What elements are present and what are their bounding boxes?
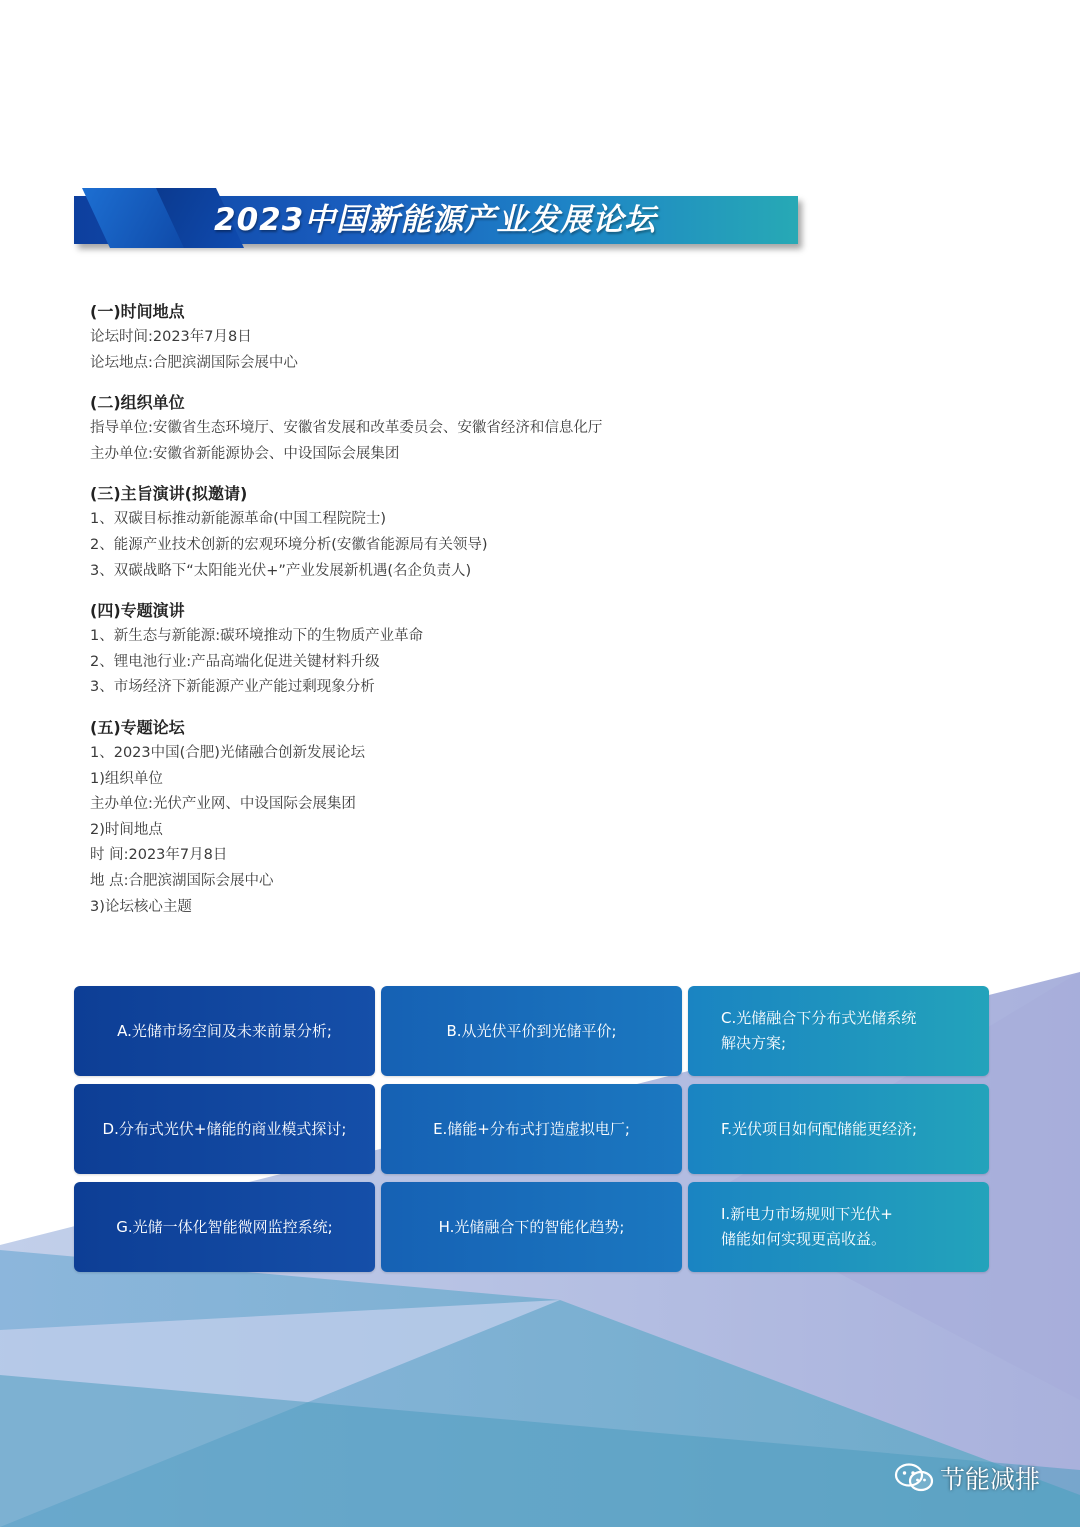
topic-card [74, 986, 375, 1076]
topic-label: E.储能+分布式打造虚拟电厂; [433, 1119, 630, 1138]
section-line: 论坛地点:合肥滨湖国际会展中心 [90, 354, 298, 371]
forum-details [90, 298, 990, 933]
section-line: 主办单位:光伏产业网、中设国际会展集团 [90, 796, 356, 813]
topic-label: A.光储市场空间及未来前景分析; [117, 1021, 332, 1040]
section-heading: (五)专题论坛 [90, 717, 185, 737]
section-topic-forum [90, 714, 990, 920]
section-heading: (四)专题演讲 [90, 601, 185, 621]
section-line: 主办单位:安徽省新能源协会、中设国际会展集团 [90, 445, 400, 462]
section-line: 3、市场经济下新能源产业产能过剩现象分析 [90, 679, 375, 696]
topic-card [688, 1182, 989, 1272]
section-keynotes [90, 480, 990, 584]
topic-card [688, 986, 989, 1076]
section-line: 2)时间地点 [90, 821, 163, 838]
watermark [894, 1458, 1040, 1498]
section-line: 1)组织单位 [90, 770, 163, 787]
section-topic-talks [90, 597, 990, 701]
topic-card [688, 1084, 989, 1174]
section-time-place [90, 298, 990, 376]
topic-label: I.新电力市场规则下光伏+ 储能如何实现更高收益。 [721, 1205, 893, 1248]
topic-label: H.光储融合下的智能化趋势; [438, 1217, 625, 1236]
section-line: 地 点:合肥滨湖国际会展中心 [90, 872, 274, 889]
section-line: 3)论坛核心主题 [90, 898, 192, 915]
section-organizers [90, 389, 990, 467]
topic-label: D.分布式光伏+储能的商业模式探讨; [102, 1119, 347, 1138]
section-line: 1、2023中国(合肥)光储融合创新发展论坛 [90, 744, 365, 761]
topic-card [74, 1084, 375, 1174]
section-heading: (一)时间地点 [90, 302, 185, 321]
topic-label: G.光储一体化智能微网监控系统; [116, 1217, 333, 1236]
section-line: 指导单位:安徽省生态环境厅、安徽省发展和改革委员会、安徽省经济和信息化厅 [90, 420, 603, 437]
page-title: 2023中国新能源产业发展论坛 [214, 202, 657, 238]
section-heading: (三)主旨演讲(拟邀请) [90, 484, 248, 504]
wechat-icon [894, 1462, 934, 1494]
section-heading: (二)组织单位 [90, 393, 185, 413]
section-line: 3、双碳战略下“太阳能光伏+”产业发展新机遇(名企负责人) [90, 562, 472, 579]
section-line: 1、双碳目标推动新能源革命(中国工程院院士) [90, 511, 387, 528]
topic-grid [74, 986, 989, 1274]
topic-label: B.从光伏平价到光储平价; [446, 1021, 617, 1040]
topic-card [74, 1182, 375, 1272]
section-line: 论坛时间:2023年7月8日 [90, 329, 252, 345]
section-line: 2、能源产业技术创新的宏观环境分析(安徽省能源局有关领导) [90, 536, 488, 553]
topic-card [381, 1084, 682, 1174]
watermark-text: 节能减排 [940, 1465, 1041, 1494]
title-banner [74, 196, 798, 244]
topic-card [381, 1182, 682, 1272]
section-line: 2、锂电池行业:产品高端化促进关键材料升级 [90, 653, 380, 670]
section-line: 1、新生态与新能源:碳环境推动下的生物质产业革命 [90, 628, 424, 645]
topic-label: C.光储融合下分布式光储系统 解决方案; [721, 1009, 917, 1052]
topic-label: F.光伏项目如何配储能更经济; [721, 1119, 918, 1138]
topic-card [381, 986, 682, 1076]
section-line: 时 间:2023年7月8日 [90, 847, 228, 864]
